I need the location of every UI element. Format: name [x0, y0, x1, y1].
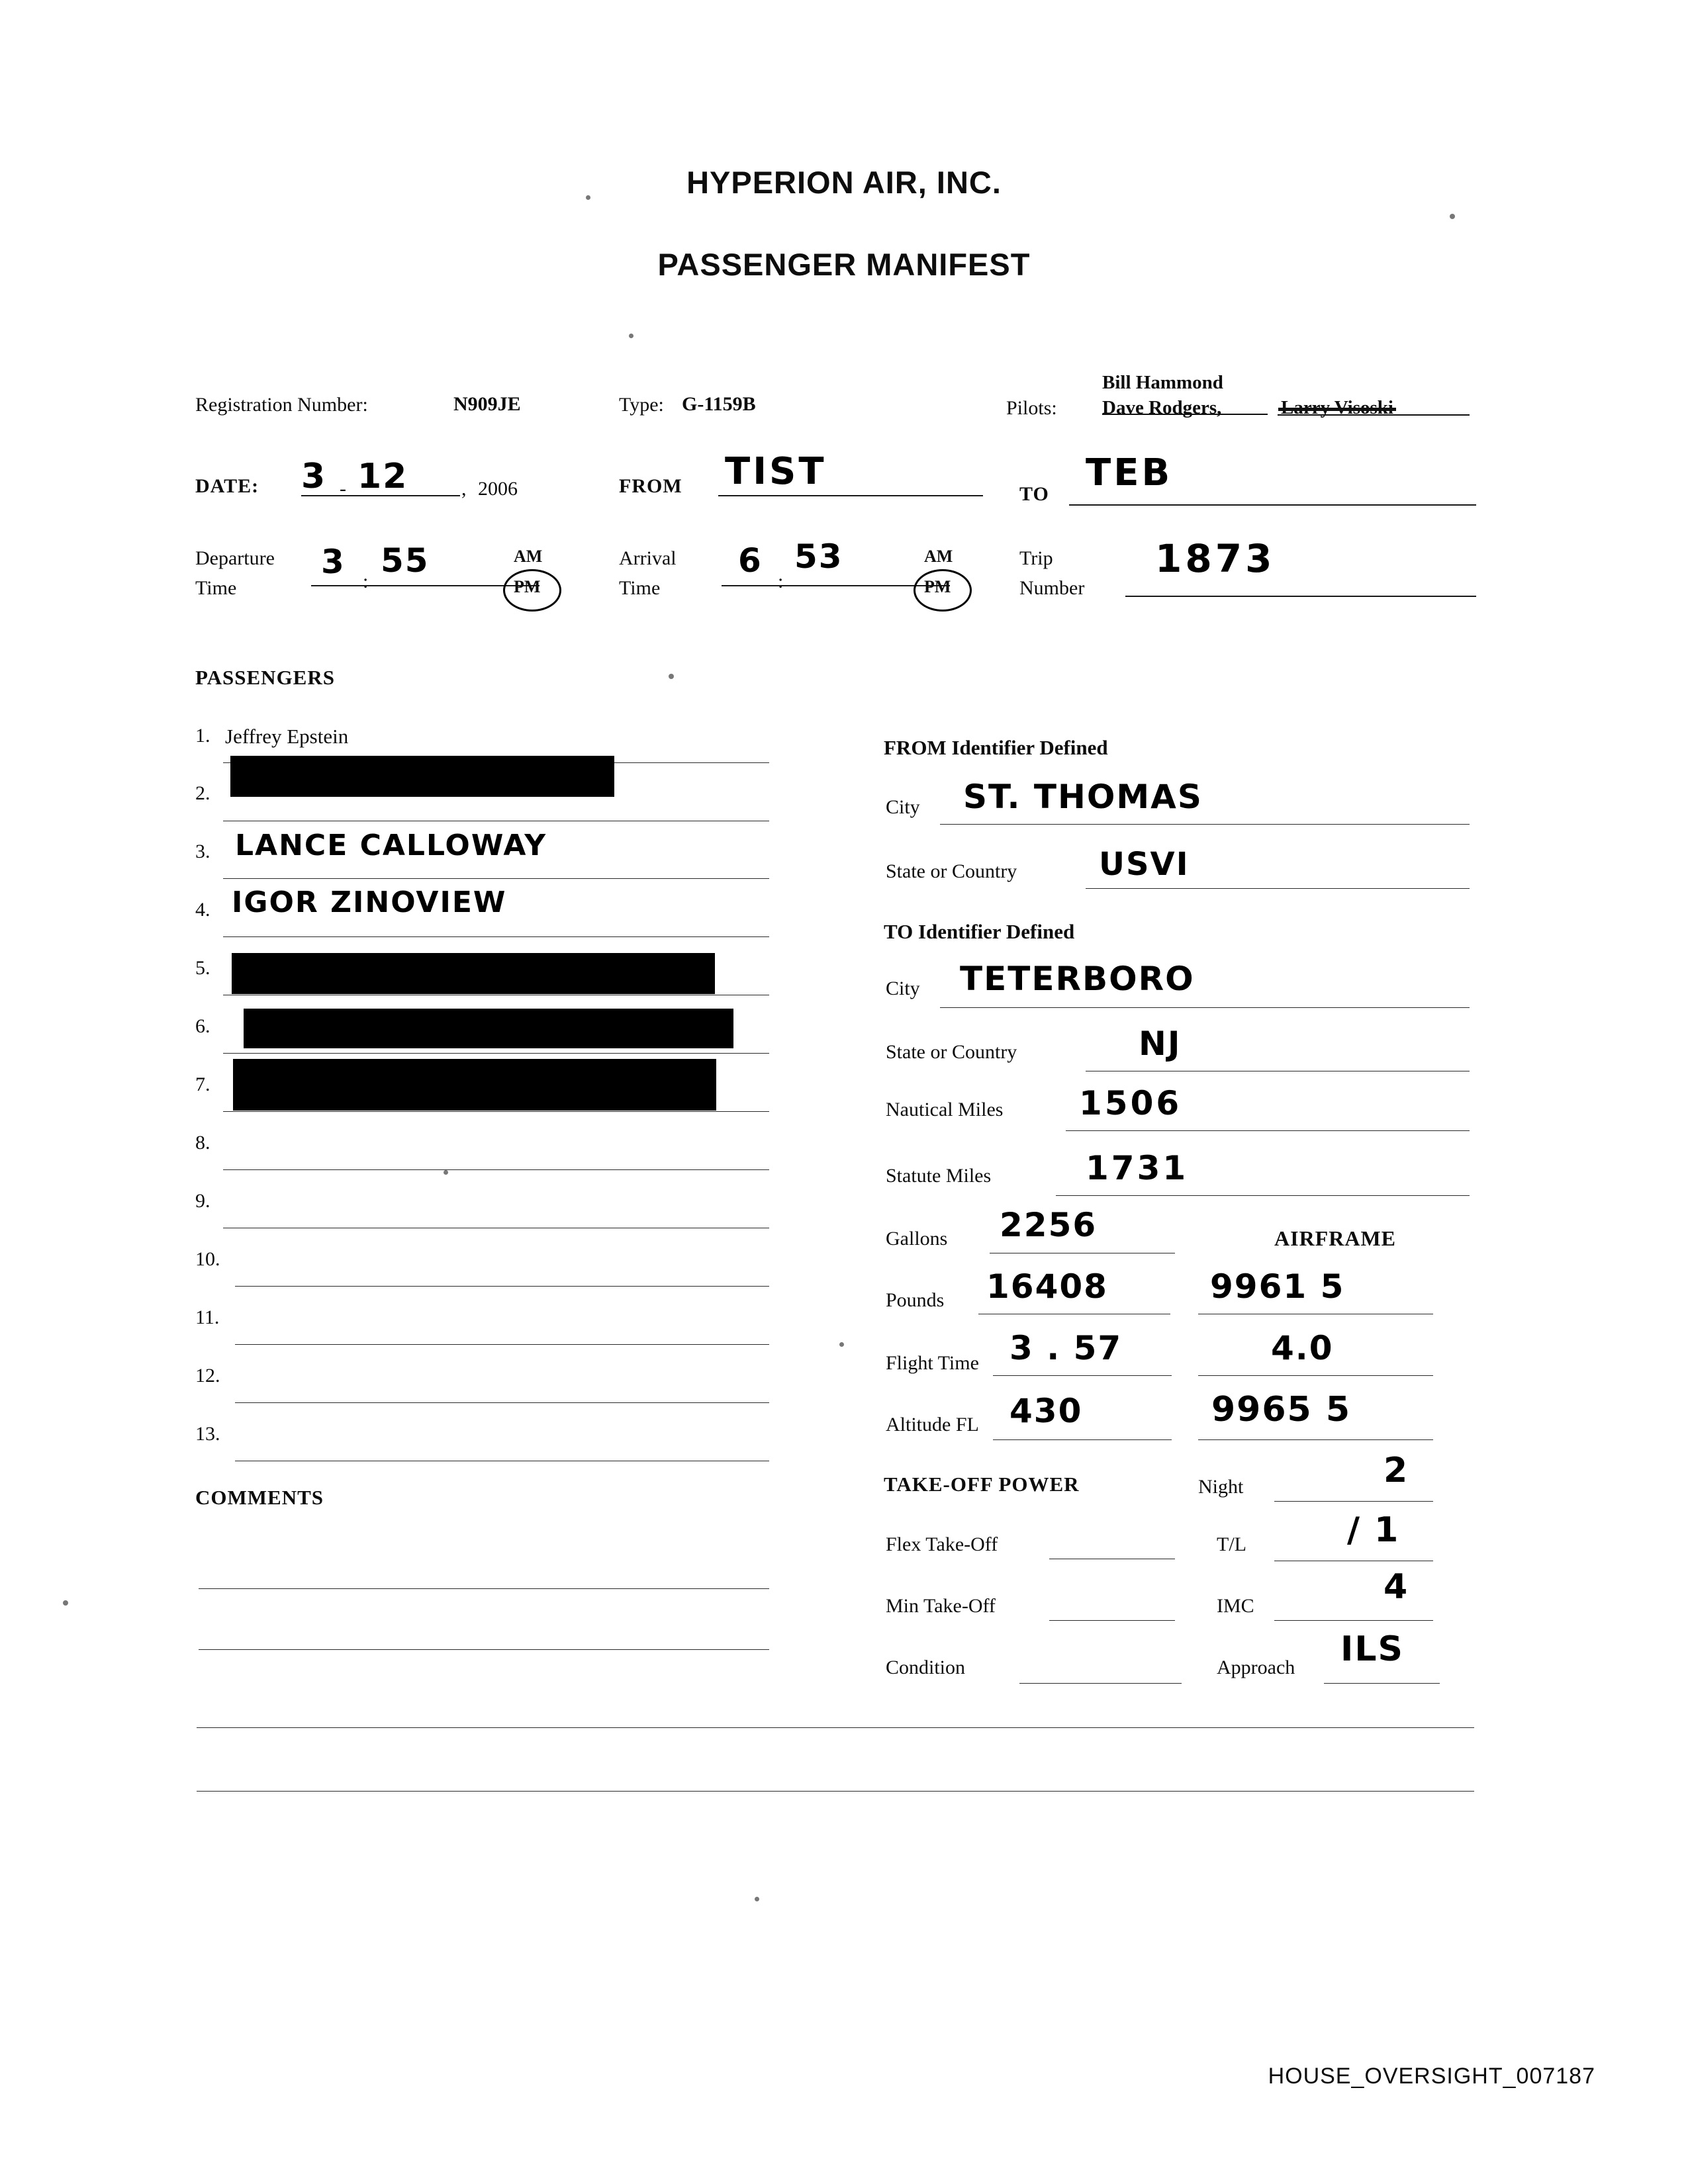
from-label: FROM: [619, 475, 682, 497]
arrival-pm-label: PM: [924, 577, 951, 596]
passenger-rule-12: [235, 1402, 769, 1403]
departure-am-label: AM: [514, 547, 543, 566]
type-label: Type:: [619, 394, 664, 416]
departure-time-sep: :: [363, 570, 369, 592]
nautical-miles-rule: [1066, 1130, 1470, 1131]
passenger-name-1: Jeffrey Epstein: [225, 725, 349, 748]
flight-time-rule: [993, 1375, 1172, 1376]
airframe-heading: AIRFRAME: [1274, 1226, 1396, 1250]
arrival-pm-circle: [914, 569, 972, 612]
departure-pm-label: PM: [514, 577, 541, 596]
from-value: TIST: [725, 450, 827, 493]
condition-label: Condition: [886, 1657, 966, 1678]
passenger-row-num-11: 11.: [195, 1306, 220, 1328]
speck: [63, 1600, 68, 1606]
min-takeoff-rule: [1049, 1620, 1175, 1621]
altitude-airframe-value: 9965 5: [1211, 1390, 1352, 1430]
to-city-value: TETERBORO: [960, 960, 1195, 998]
arrival-label-line2: Time: [619, 577, 661, 599]
to-city-rule: [940, 1007, 1470, 1008]
date-day-value: 12: [357, 457, 408, 496]
flight-time-value: 3 . 57: [1009, 1329, 1123, 1367]
redaction-bar-7: [233, 1059, 716, 1111]
date-dash: -: [340, 478, 346, 500]
comments-rule-2: [199, 1649, 769, 1650]
passenger-row-num-12: 12.: [195, 1365, 220, 1387]
imc-rule: [1274, 1620, 1433, 1621]
document-id-footer: HOUSE_OVERSIGHT_007187: [1268, 2064, 1595, 2089]
takeoff-power-heading: TAKE-OFF POWER: [884, 1473, 1080, 1496]
departure-pm-circle: [503, 569, 561, 612]
arrival-label-line1: Arrival: [619, 547, 677, 569]
passenger-rule-3: [223, 878, 769, 879]
passenger-row-num-6: 6.: [195, 1015, 211, 1037]
trip-label-line2: Number: [1019, 577, 1085, 599]
imc-label: IMC: [1217, 1595, 1254, 1617]
bottom-rule-2: [197, 1791, 1474, 1792]
passenger-rule-7: [223, 1111, 769, 1112]
passenger-name-3: LANCE CALLOWAY: [235, 829, 547, 862]
departure-label-line2: Time: [195, 577, 237, 599]
departure-label-line1: Departure: [195, 547, 275, 569]
pilot-name-1: Bill Hammond: [1102, 372, 1223, 393]
passenger-row-num-13: 13.: [195, 1423, 220, 1445]
registration-label: Registration Number:: [195, 394, 368, 416]
altitude-rule: [993, 1439, 1172, 1440]
date-month-value: 3: [301, 457, 327, 496]
flight-time-airframe-value: 4.0: [1271, 1329, 1334, 1367]
trip-label-line1: Trip: [1019, 547, 1053, 569]
to-city-label: City: [886, 978, 920, 999]
gallons-label: Gallons: [886, 1228, 948, 1250]
speck: [629, 334, 633, 338]
pounds-value: 16408: [986, 1267, 1108, 1306]
flight-time-airframe-rule: [1198, 1375, 1433, 1376]
to-state-value: NJ: [1139, 1024, 1182, 1063]
passenger-row-num-2: 2.: [195, 782, 211, 804]
tl-value: / 1: [1347, 1510, 1400, 1550]
to-state-label: State or Country: [886, 1041, 1017, 1063]
pilot-name-2: Dave Rodgers,: [1102, 397, 1222, 418]
redaction-bar-6: [244, 1009, 733, 1048]
flex-takeoff-label: Flex Take-Off: [886, 1533, 998, 1555]
approach-value: ILS: [1340, 1629, 1404, 1669]
from-city-label: City: [886, 796, 920, 818]
altitude-value: 430: [1009, 1392, 1083, 1430]
passenger-rule-4: [223, 936, 769, 937]
from-state-label: State or Country: [886, 860, 1017, 882]
passenger-rule-6: [223, 1053, 769, 1054]
pounds-label: Pounds: [886, 1289, 945, 1311]
company-title: HYPERION AIR, INC.: [686, 165, 1002, 200]
to-value: TEB: [1086, 451, 1173, 494]
date-comma: ,: [461, 478, 467, 500]
passenger-row-num-9: 9.: [195, 1190, 211, 1212]
type-value: G-1159B: [682, 393, 756, 415]
approach-rule: [1324, 1683, 1440, 1684]
arrival-time-sep: :: [778, 570, 784, 592]
from-city-value: ST. THOMAS: [963, 778, 1203, 816]
night-label: Night: [1198, 1476, 1244, 1498]
trip-number-value: 1873: [1155, 536, 1276, 581]
passenger-name-4: IGOR ZINOVIEW: [232, 886, 507, 919]
speck: [1450, 214, 1455, 219]
night-value: 2: [1383, 1451, 1409, 1490]
passenger-row-num-1: 1.: [195, 725, 211, 747]
min-takeoff-label: Min Take-Off: [886, 1595, 996, 1617]
passenger-row-num-8: 8.: [195, 1132, 211, 1154]
from-identifier-heading: FROM Identifier Defined: [884, 736, 1108, 759]
pounds-airframe-value: 9961 5: [1210, 1267, 1345, 1306]
redaction-bar-5: [232, 953, 715, 994]
passenger-rule-8: [223, 1169, 769, 1170]
passenger-row-num-4: 4.: [195, 899, 211, 921]
speck: [669, 674, 674, 679]
from-rule: [718, 495, 983, 496]
speck: [839, 1342, 844, 1347]
flight-time-label: Flight Time: [886, 1352, 979, 1374]
statute-miles-rule: [1056, 1195, 1470, 1196]
arrival-minute: 53: [794, 537, 843, 576]
night-rule: [1274, 1501, 1433, 1502]
date-label: DATE:: [195, 475, 259, 497]
pilots-label: Pilots:: [1006, 397, 1057, 419]
from-state-value: USVI: [1099, 846, 1190, 883]
date-rule: [301, 495, 460, 496]
passenger-row-num-10: 10.: [195, 1248, 220, 1270]
form-title: PASSENGER MANIFEST: [657, 247, 1031, 282]
passenger-rule-11: [235, 1344, 769, 1345]
nautical-miles-value: 1506: [1079, 1084, 1182, 1122]
registration-value: N909JE: [453, 393, 521, 415]
bottom-rule-1: [197, 1727, 1474, 1728]
speck: [444, 1170, 448, 1175]
condition-rule: [1019, 1683, 1182, 1684]
to-label: TO: [1019, 483, 1049, 505]
date-year: 2006: [478, 478, 518, 500]
passenger-rule-10: [235, 1286, 769, 1287]
passenger-row-num-5: 5.: [195, 957, 211, 979]
comments-rule-1: [199, 1588, 769, 1589]
altitude-airframe-rule: [1198, 1439, 1433, 1440]
statute-miles-value: 1731: [1086, 1149, 1189, 1187]
to-identifier-heading: TO Identifier Defined: [884, 920, 1075, 943]
approach-label: Approach: [1217, 1657, 1295, 1678]
gallons-value: 2256: [1000, 1206, 1098, 1244]
altitude-label: Altitude FL: [886, 1414, 979, 1435]
to-rule: [1069, 504, 1476, 506]
speck: [586, 195, 590, 200]
redaction-bar-2: [230, 756, 614, 797]
departure-minute: 55: [381, 541, 430, 580]
speck: [755, 1897, 759, 1901]
from-state-rule: [1086, 888, 1470, 889]
pilot-name-2-underline: [1102, 414, 1268, 415]
trip-rule: [1125, 596, 1476, 597]
departure-hour: 3: [321, 543, 346, 581]
pilot-name-3-struck: Larry Visoski: [1281, 397, 1393, 418]
pilot-name-3-underline: [1278, 414, 1470, 416]
nautical-miles-label: Nautical Miles: [886, 1099, 1004, 1120]
arrival-hour: 6: [738, 541, 763, 580]
imc-value: 4: [1383, 1567, 1409, 1607]
comments-heading: COMMENTS: [195, 1486, 324, 1509]
tl-label: T/L: [1217, 1533, 1246, 1555]
statute-miles-label: Statute Miles: [886, 1165, 992, 1187]
passengers-heading: PASSENGERS: [195, 666, 335, 689]
from-city-rule: [940, 824, 1470, 825]
passenger-row-num-7: 7.: [195, 1073, 211, 1095]
passenger-row-num-3: 3.: [195, 841, 211, 862]
arrival-am-label: AM: [924, 547, 953, 566]
